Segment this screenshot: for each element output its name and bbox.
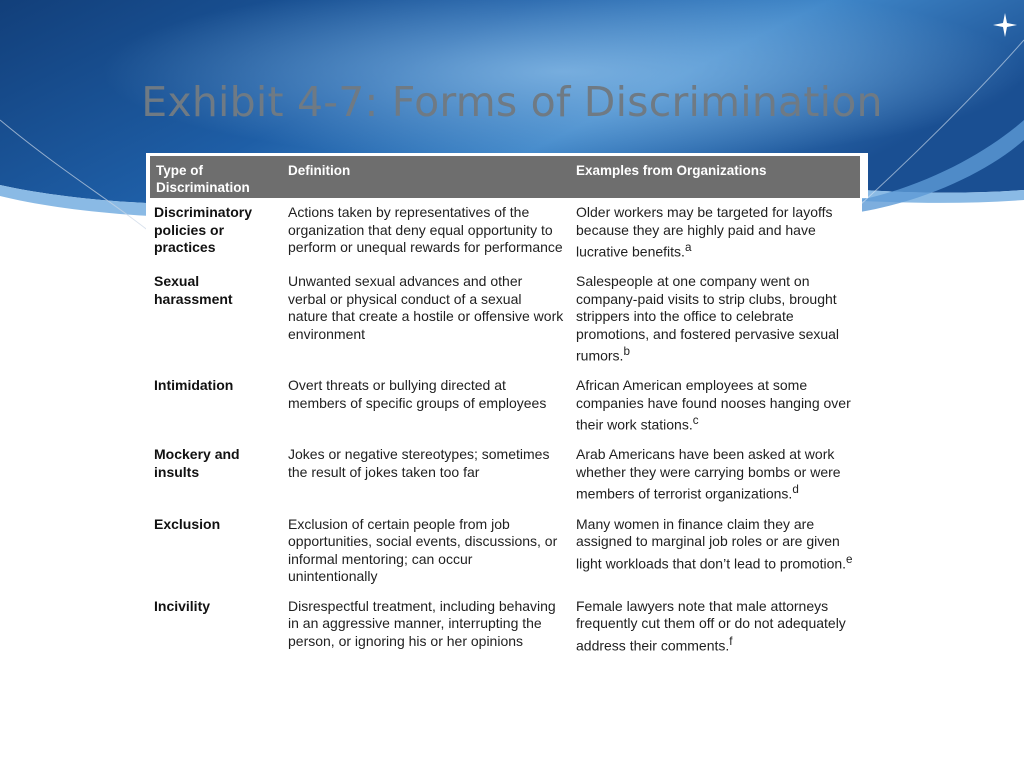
footnote-marker: d [792,483,799,497]
footnote-marker: e [846,552,853,566]
footnote-marker: c [692,414,699,428]
footnote-marker: b [623,345,630,359]
row-example: Arab Americans have been asked at work whether they were carrying bombs or were members of terrorist organizations.$^d$ [576,446,841,503]
row-definition: Unwanted sexual advances and other verbal or physical conduct of a sexual nature that create a hostile or offensive work environment [288,273,564,342]
header-definition: Definition [282,155,570,199]
table-header-row [148,155,864,199]
row-example: African American employees at some companies have found nooses hanging over their work stations.$^c$ [576,377,851,433]
table-row [148,598,864,667]
row-type: Incivility [154,597,211,614]
row-type: Sexual harassment [154,273,233,307]
row-type: Intimidation [154,377,234,394]
footnote-marker: f [729,634,733,648]
row-type: Discriminatory policies or practices [154,204,253,255]
row-definition: Jokes or negative stereotypes; sometimes the result of jokes taken too far [288,446,550,480]
table-row [148,273,864,377]
row-example: Female lawyers note that male attorneys frequently cut them off or do not adequately address their comments.$^f$ [576,597,846,654]
slide-title: Exhibit 4-7: Forms of Discrimination [141,78,883,126]
star-icon [992,12,1018,38]
row-type: Mockery and insults [154,446,240,480]
discrimination-table [146,153,862,667]
row-definition: Disrespectful treatment, including behaving in an aggressive manner, interrupting the person, or ignoring his or her opinions [288,597,556,649]
row-example: Older workers may be targeted for layoffs because they are highly paid and have lucrative benefits.$^a$ [576,204,833,260]
row-example: Many women in finance claim they are assigned to marginal job roles or are given light workloads that don’t lead to promotion.$^e$ [576,515,853,572]
table-row [148,198,864,273]
footnote-marker: a [684,241,692,254]
row-definition: Overt threats or bullying directed at members of specific groups of employees [288,377,547,411]
table-row [148,446,864,515]
header-type: Type of Discrimination [148,155,282,199]
row-definition: Actions taken by representatives of the organization that deny equal opportunity to perform or unequal rewards for performance [288,204,563,255]
row-type: Exclusion [154,515,221,532]
row-example: Salespeople at one company went on company-paid visits to strip clubs, brought strippers into the office to celebrate promotions, and fostered pervasive sexual rumors.$^b$ [576,273,840,364]
table-row [148,377,864,446]
header-examples: Examples from Organizations [570,155,864,199]
table-row [148,516,864,598]
row-definition: Exclusion of certain people from job opportunities, social events, discussions, or informal mentoring; can occur unintentionally [288,515,558,585]
forms-table [146,153,868,667]
